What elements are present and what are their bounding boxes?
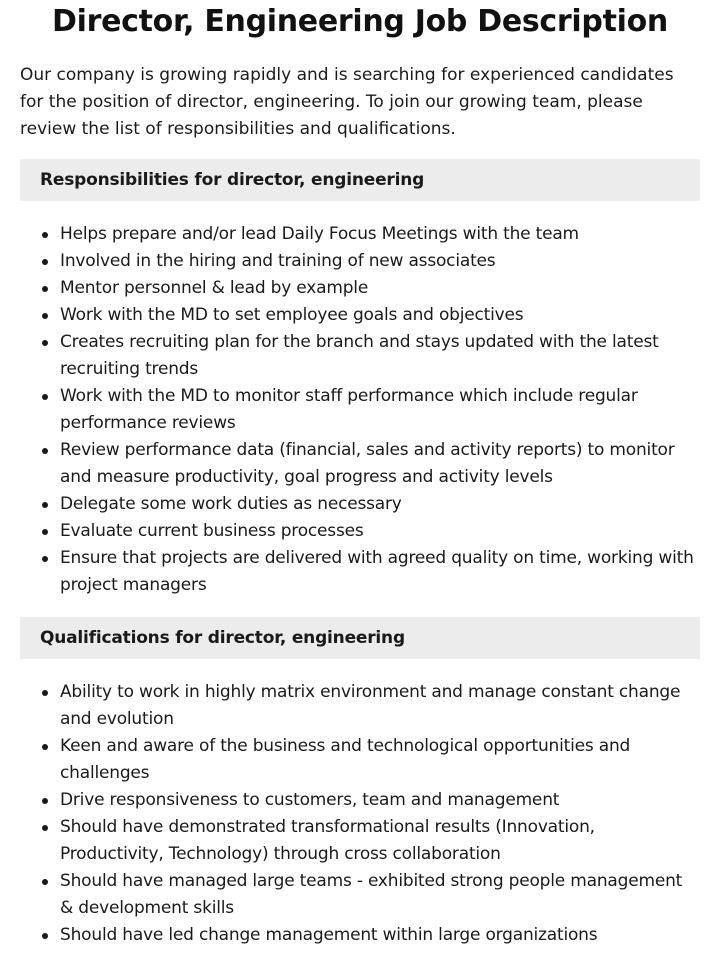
bullet-icon <box>42 340 48 346</box>
list-item <box>60 868 700 922</box>
bullet-icon <box>42 690 48 696</box>
list-item-text: Drive responsiveness to customers, team and management <box>60 790 560 810</box>
bullet-icon <box>42 825 48 831</box>
list-item <box>60 787 700 814</box>
list-item-text: Involved in the hiring and training of new associates <box>60 251 496 271</box>
bullet-icon <box>42 448 48 454</box>
page-title: Director, Engineering Job Description <box>52 4 668 39</box>
list-item <box>60 491 700 518</box>
bullet-icon <box>42 313 48 319</box>
list-item-text: Work with the MD to monitor staff performance which include regular performance reviews <box>60 386 638 433</box>
list-item <box>60 545 700 599</box>
bullet-icon <box>42 502 48 508</box>
bullet-icon <box>42 556 48 562</box>
bullet-icon <box>42 259 48 265</box>
bullet-icon <box>42 798 48 804</box>
list-item <box>60 733 700 787</box>
list-item <box>60 221 700 248</box>
list-item-text: Creates recruiting plan for the branch and stays updated with the latest recruiting trends <box>60 332 659 379</box>
bullet-icon <box>42 232 48 238</box>
bullet-icon <box>42 879 48 885</box>
list-item-text: Work with the MD to set employee goals and objectives <box>60 305 524 325</box>
bullet-icon <box>42 933 48 939</box>
list-item-text: Should have led change management within large organizations <box>60 925 598 945</box>
responsibilities-heading: Responsibilities for director, engineering <box>20 159 700 201</box>
list-item-text: Review performance data (financial, sales and activity reports) to monitor and measure productivity, goal progress and activity levels <box>60 440 675 487</box>
qualifications-heading: Qualifications for director, engineering <box>20 617 700 659</box>
list-item-text: Delegate some work duties as necessary <box>60 494 402 514</box>
list-item-text: Ability to work in highly matrix environment and manage constant change and evolution <box>60 682 681 729</box>
intro-paragraph: Our company is growing rapidly and is searching for experienced candidates for the position of director, engineering. To join our growing team, please review the list of responsibilities and qualifications. <box>20 65 674 139</box>
bullet-icon <box>42 286 48 292</box>
list-item <box>60 329 700 383</box>
list-item <box>60 383 700 437</box>
list-item-text: Evaluate current business processes <box>60 521 364 541</box>
list-item <box>60 922 700 949</box>
list-item <box>60 518 700 545</box>
list-item <box>60 814 700 868</box>
list-item <box>60 437 700 491</box>
bullet-icon <box>42 744 48 750</box>
list-item-text: Ensure that projects are delivered with agreed quality on time, working with project managers <box>60 548 694 595</box>
list-item-text: Should have demonstrated transformational results (Innovation, Productivity, Technology) through cross collaboration <box>60 817 595 864</box>
bullet-icon <box>42 394 48 400</box>
list-item-text: Keen and aware of the business and technological opportunities and challenges <box>60 736 631 783</box>
list-item <box>60 302 700 329</box>
list-item-text: Mentor personnel & lead by example <box>60 278 369 298</box>
qualifications-list <box>20 679 700 949</box>
list-item <box>60 679 700 733</box>
list-item-text: Helps prepare and/or lead Daily Focus Meetings with the team <box>60 224 579 244</box>
list-item <box>60 275 700 302</box>
list-item <box>60 248 700 275</box>
list-item-text: Should have managed large teams - exhibited strong people management & development skills <box>60 871 683 918</box>
responsibilities-list <box>20 221 700 599</box>
bullet-icon <box>42 529 48 535</box>
